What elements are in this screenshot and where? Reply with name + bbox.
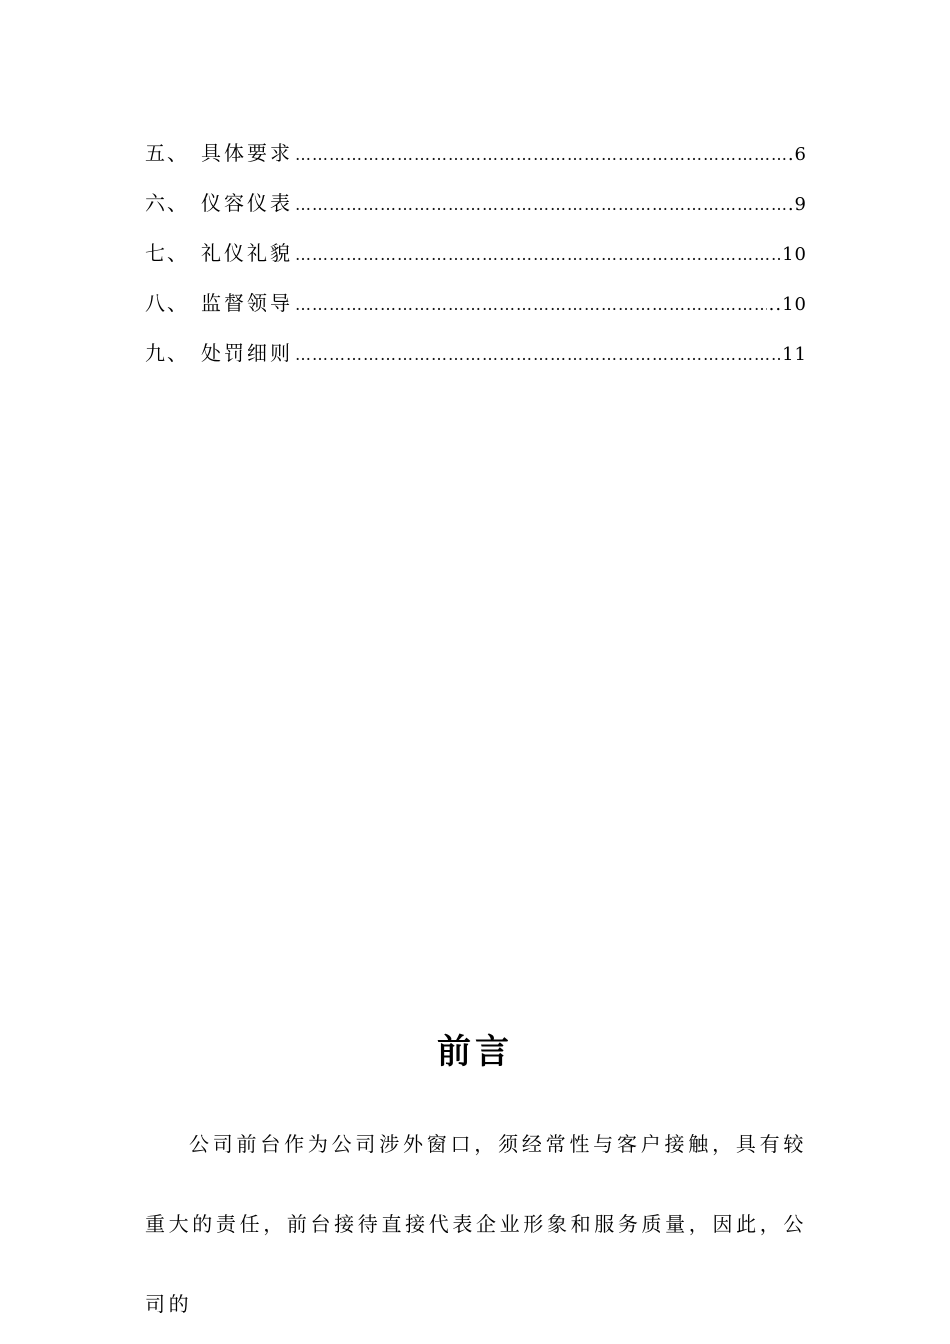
toc-item-number: 七、 xyxy=(145,241,189,265)
toc-item-title: 礼仪礼貌 xyxy=(201,241,293,265)
toc-item-number: 九、 xyxy=(145,341,189,365)
toc-item xyxy=(145,187,807,237)
toc-dot-leader xyxy=(295,195,786,214)
toc-dot-leader xyxy=(295,295,767,314)
toc-item-page: 10 xyxy=(782,244,807,265)
toc-item-number: 八、 xyxy=(145,291,189,315)
toc-item xyxy=(145,237,807,287)
table-of-contents xyxy=(145,137,807,387)
toc-item-title: 处罚细则 xyxy=(201,341,293,365)
toc-dot-leader xyxy=(295,145,786,164)
toc-item xyxy=(145,287,807,337)
toc-dot-leader xyxy=(295,245,780,264)
preface-heading: 前言 xyxy=(437,1032,513,1072)
toc-item xyxy=(145,137,807,187)
toc-item-page: .9 xyxy=(787,194,807,215)
toc-item-number: 六、 xyxy=(145,191,189,215)
toc-item-title: 监督领导 xyxy=(201,291,293,315)
toc-item-page: 11 xyxy=(782,344,807,365)
toc-dot-leader xyxy=(295,345,780,364)
preface-paragraph: 公司前台作为公司涉外窗口，须经常性与客户接触，具有较重大的责任，前台接待直接代表企业形象和服务质量，因此，公司的 xyxy=(145,1132,807,1316)
toc-item-number: 五、 xyxy=(145,141,189,165)
toc-item-title: 具体要求 xyxy=(201,141,293,165)
toc-item-title: 仪容仪表 xyxy=(201,191,293,215)
toc-item-page: ..10 xyxy=(768,294,807,315)
toc-item xyxy=(145,337,807,387)
toc-item-page: .6 xyxy=(787,144,807,165)
